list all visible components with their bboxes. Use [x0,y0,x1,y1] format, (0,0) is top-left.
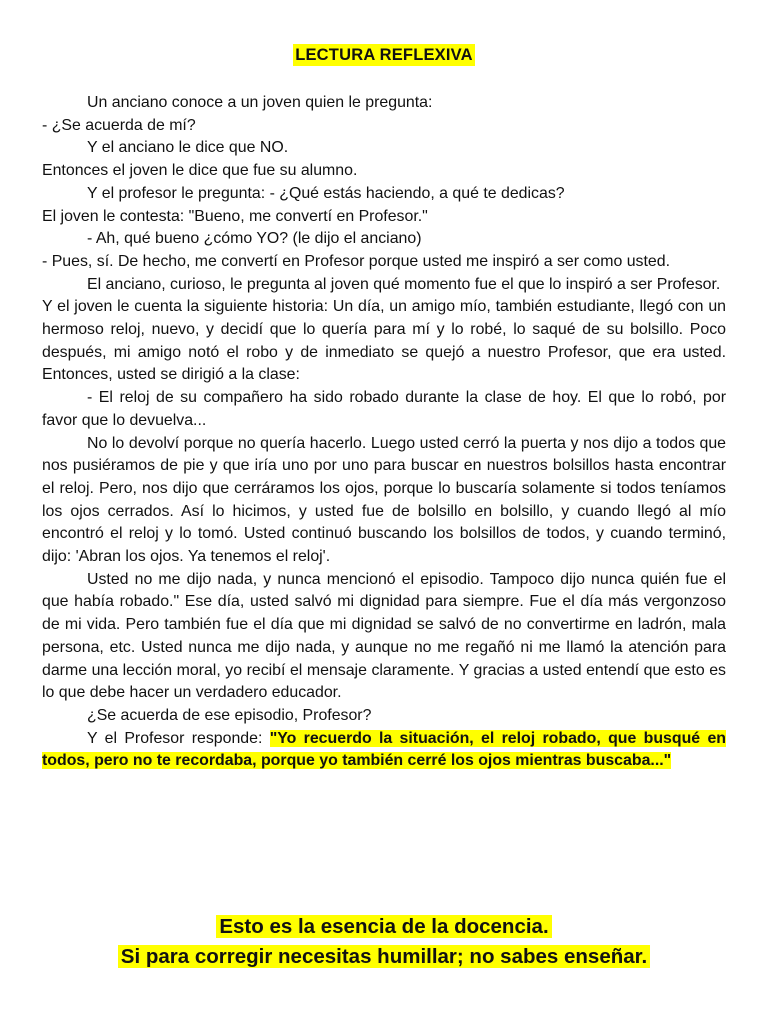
paragraph: - ¿Se acuerda de mí? [42,116,196,134]
paragraph: Un anciano conoce a un joven quien le pregunta: [87,94,433,111]
final-paragraph-lead: Y el Profesor responde: [87,729,270,747]
paragraph: Usted no me dijo nada, y nunca mencionó el episodio. Tampoco dijo nunca quién fue el que había robado." Ese día, usted salvó mi dignidad para siempre. Fue el día más vergonzoso de mi vida. Pero también fue el día que mi dignidad se salvó de no convertirme en ladrón, mala persona, etc. Usted nunca me dijo nada, y aunque no me regañó ni me llamó la atención para darme una lección moral, yo recibí el mensaje claramente. Y gracias a usted entendí que esto es lo que debe hacer un verdadero educador. [42,570,726,702]
paragraph: Y el joven le cuenta la siguiente historia: Un día, un amigo mío, también estudiante, llegó con un hermoso reloj, nuevo, y decidí que lo quería para mí y lo robé, lo saqué de su bolsillo. Poco después, mi amigo notó el robo y de inmediato se quejó a nuestro Profesor, que era usted. Entonces, usted se dirigió a la clase: [42,298,726,384]
title-container [0,44,768,66]
document-title: LECTURA REFLEXIVA [295,46,473,64]
paragraph: - El reloj de su compañero ha sido robado durante la clase de hoy. El que lo robó, por favor que lo devuelva... [42,389,726,429]
final-paragraph [42,728,726,773]
paragraph: Y el anciano le dice que NO. [87,139,289,157]
closing-line-2: Si para corregir necesitas humillar; no sabes enseñar. [118,945,650,968]
highlighted-quote: "Yo recuerdo la situación, el reloj robado, que busqué en todos, pero no te recordaba, porque yo también cerré los ojos mientras buscaba..." [42,729,726,770]
story-body [42,92,726,773]
paragraph: ¿Se acuerda de ese episodio, Profesor? [87,706,372,724]
paragraph: El anciano, curioso, le pregunta al joven qué momento fue el que lo inspiró a ser Profesor. [87,275,721,293]
closing-line-2-container [0,944,768,970]
paragraph: - Pues, sí. De hecho, me convertí en Profesor porque usted me inspiró a ser como usted. [42,252,670,270]
paragraph: No lo devolví porque no quería hacerlo. Luego usted cerró la puerta y nos dijo a todos que nos pusiéramos de pie y que iría uno por uno para buscar en nuestros bolsillos hasta encontrar el reloj. Pero, nos dijo que cerráramos los ojos, porque lo buscaría solamente si todos teníamos los ojos cerrados. Así lo hicimos, y usted fue de bolsillo en bolsillo, y cuando llegó al mío encontró el reloj y lo tomó. Usted continuó buscando los bolsillos de todos, y cuando terminó, dijo: 'Abran los ojos. Ya tenemos el reloj'. [42,434,726,566]
paragraph: Y el profesor le pregunta: - ¿Qué estás haciendo, a qué te dedicas? [87,184,565,202]
paragraph: - Ah, qué bueno ¿cómo YO? (le dijo el anciano) [87,230,422,248]
paragraph: El joven le contesta: "Bueno, me convertí en Profesor." [42,207,428,225]
paragraph: Entonces el joven le dice que fue su alumno. [42,162,358,180]
closing-line-1: Esto es la esencia de la docencia. [216,915,551,938]
closing-line-1-container [0,914,768,940]
